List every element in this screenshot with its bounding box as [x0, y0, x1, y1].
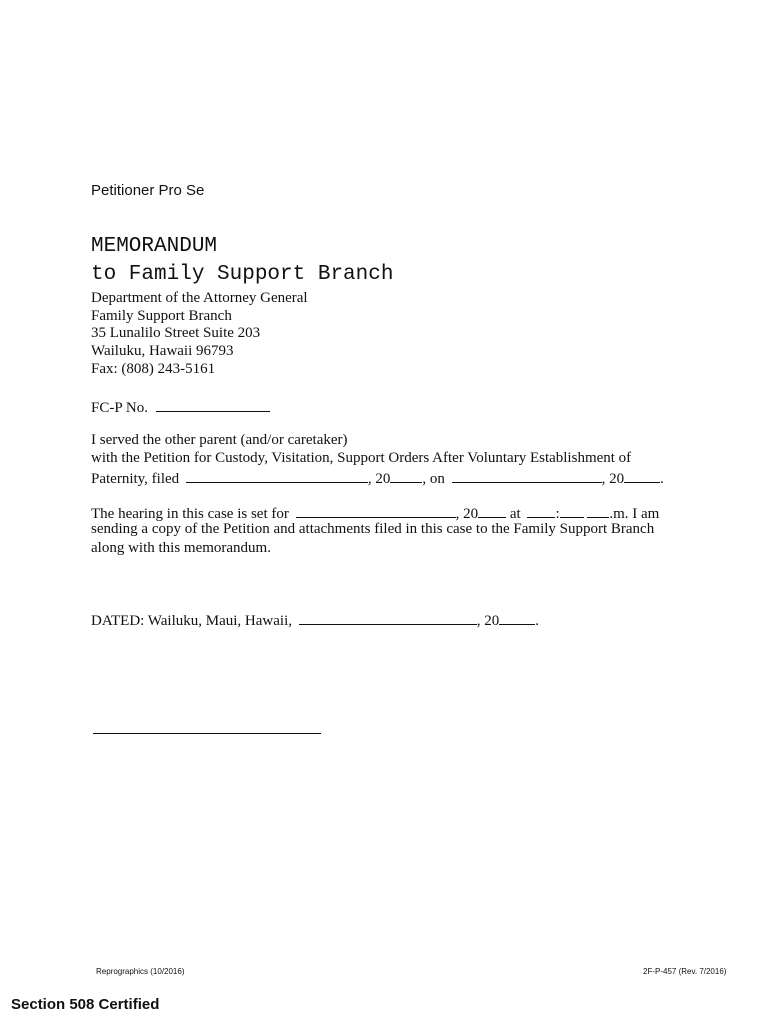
- served-line-2: with the Petition for Custody, Visitation, Support Orders After Voluntary Establishment of: [91, 450, 632, 466]
- fcp-number-label: FC-P No.: [91, 400, 148, 416]
- served-filed-label: Paternity, filed: [91, 471, 180, 487]
- form-number: 2F-P-457 (Rev. 7/2016): [643, 967, 727, 976]
- address-fax-line: Fax: (808) 243-5161: [91, 361, 216, 377]
- served-end: .: [660, 471, 664, 487]
- memo-title-line1: MEMORANDUM: [91, 235, 218, 258]
- dated-year-prefix: , 20: [476, 613, 500, 629]
- case-number-row: [91, 397, 270, 417]
- dated-row: [91, 610, 539, 630]
- address-line: 35 Lunalilo Street Suite 203: [91, 325, 261, 341]
- hearing-minute-blank[interactable]: [560, 503, 584, 518]
- petitioner-pro-se-label: Petitioner Pro Se: [91, 182, 205, 199]
- hearing-line-1: [91, 503, 659, 523]
- hearing-at-label: at: [509, 506, 521, 522]
- hearing-hour-blank[interactable]: [527, 503, 555, 518]
- dated-end: .: [535, 613, 539, 629]
- hearing-year-blank[interactable]: [478, 503, 506, 518]
- served-year-blank[interactable]: [624, 468, 660, 483]
- hearing-date-blank[interactable]: [296, 503, 456, 518]
- served-line-3: [91, 468, 664, 488]
- filed-date-blank[interactable]: [186, 468, 368, 483]
- served-on-label: , on: [422, 471, 445, 487]
- address-line: Wailuku, Hawaii 96793: [91, 343, 234, 359]
- hearing-ampm-suffix: .m. I am: [609, 506, 660, 522]
- hearing-ampm-blank[interactable]: [587, 503, 609, 518]
- hearing-line-3: along with this memorandum.: [91, 540, 271, 556]
- dated-year-blank[interactable]: [499, 610, 535, 625]
- hearing-line-2: sending a copy of the Petition and attachments filed in this case to the Family Support Branch: [91, 521, 655, 537]
- served-filed-year-prefix: , 20: [367, 471, 391, 487]
- hearing-set-label: The hearing in this case is set for: [91, 506, 289, 522]
- dated-date-blank[interactable]: [299, 610, 477, 625]
- hearing-time-colon: :: [555, 506, 560, 522]
- served-year-prefix: , 20: [601, 471, 625, 487]
- signature-line[interactable]: [93, 733, 321, 734]
- filed-year-blank[interactable]: [390, 468, 422, 483]
- section-508-certified-label: Section 508 Certified: [11, 996, 160, 1013]
- reprographics-note: Reprographics (10/2016): [96, 967, 185, 976]
- served-line-1: I served the other parent (and/or caretaker): [91, 432, 348, 448]
- memo-title-line2: to Family Support Branch: [91, 263, 394, 286]
- address-line: Family Support Branch: [91, 308, 232, 324]
- address-line: Department of the Attorney General: [91, 290, 308, 306]
- hearing-year-prefix: , 20: [455, 506, 479, 522]
- fcp-number-blank[interactable]: [156, 397, 270, 412]
- served-date-blank[interactable]: [452, 468, 602, 483]
- dated-label: DATED: Wailuku, Maui, Hawaii,: [91, 613, 292, 629]
